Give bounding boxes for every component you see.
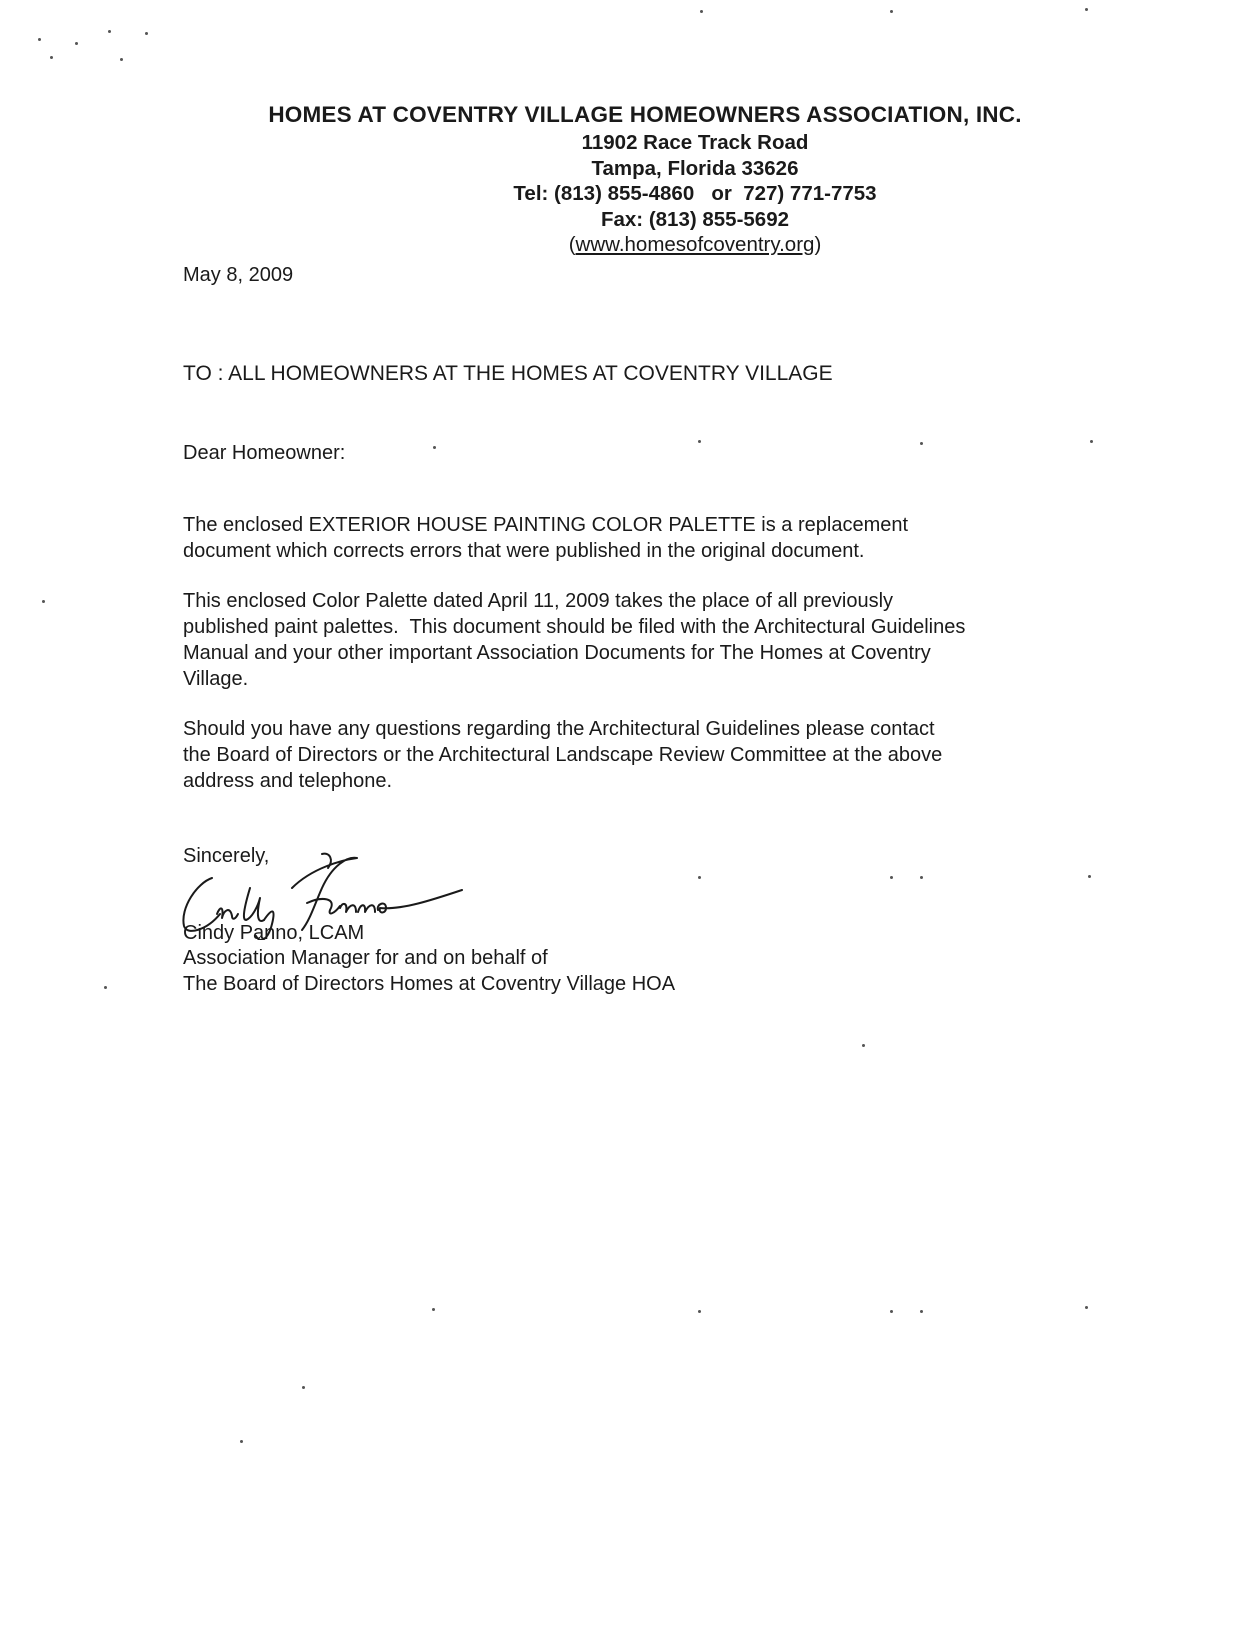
scan-speck (1090, 440, 1093, 443)
signer-organization: The Board of Directors Homes at Coventry Village HOA (183, 973, 676, 995)
scan-speck (75, 42, 78, 45)
scan-speck (698, 440, 701, 443)
scan-speck (890, 876, 893, 879)
signer-title: Association Manager for and on behalf of (183, 947, 548, 969)
scan-speck (920, 1310, 923, 1313)
website-close-paren: ) (814, 233, 822, 256)
scan-speck (890, 1310, 893, 1313)
fax: Fax: (813) 855-5692 (600, 207, 790, 231)
telephone: Tel: (813) 855-4860 or 727) 771-7753 (513, 182, 877, 205)
scan-speck (920, 442, 923, 445)
scan-speck (433, 446, 436, 449)
scan-speck (104, 986, 107, 989)
scan-speck (432, 1308, 435, 1311)
letterhead (140, 100, 1150, 258)
scan-speck (1085, 1306, 1088, 1309)
closing: Sincerely, (183, 845, 270, 867)
signer-name: Cindy Panno, LCAM (183, 922, 365, 944)
scan-speck (240, 1440, 243, 1443)
website-link[interactable]: www.homesofcoventry.org (575, 233, 815, 256)
scan-speck (1085, 8, 1088, 11)
scan-speck (698, 1310, 701, 1313)
paragraph-1: The enclosed EXTERIOR HOUSE PAINTING COLOR PALETTE is a replacement document which corrects errors that were published in the original document. (183, 514, 909, 562)
website (240, 232, 1150, 258)
paragraph-3: Should you have any questions regarding the Architectural Guidelines please contact the Board of Directors or the Architectural Landscape Review Committee at the above address and telephone. (183, 718, 943, 792)
scan-speck (700, 10, 703, 13)
scan-speck (38, 38, 41, 41)
scan-speck (42, 600, 45, 603)
scan-speck (920, 876, 923, 879)
city-state-zip: Tampa, Florida 33626 (591, 156, 799, 180)
organization-name: HOMES AT COVENTRY VILLAGE HOMEOWNERS ASSOCIATION, INC. (268, 102, 1022, 127)
scan-speck (698, 876, 701, 879)
recipient-line: TO : ALL HOMEOWNERS AT THE HOMES AT COVENTRY VILLAGE (183, 362, 833, 385)
scan-speck (890, 10, 893, 13)
scan-speck (108, 30, 111, 33)
scan-speck (862, 1044, 865, 1047)
scan-speck (302, 1386, 305, 1389)
scan-speck (50, 56, 53, 59)
scan-speck (1088, 875, 1091, 878)
salutation: Dear Homeowner: (183, 442, 346, 464)
paragraph-2: This enclosed Color Palette dated April 11, 2009 takes the place of all previously published paint palettes. This document should be filed with the Architectural Guidelines Manual and your other important Association Documents for The Homes at Coventry Village. (183, 590, 966, 690)
letter-date: May 8, 2009 (183, 264, 294, 286)
scan-speck (120, 58, 123, 61)
website-open-paren: ( (568, 233, 576, 256)
street-address: 11902 Race Track Road (581, 131, 809, 154)
scan-speck (145, 32, 148, 35)
